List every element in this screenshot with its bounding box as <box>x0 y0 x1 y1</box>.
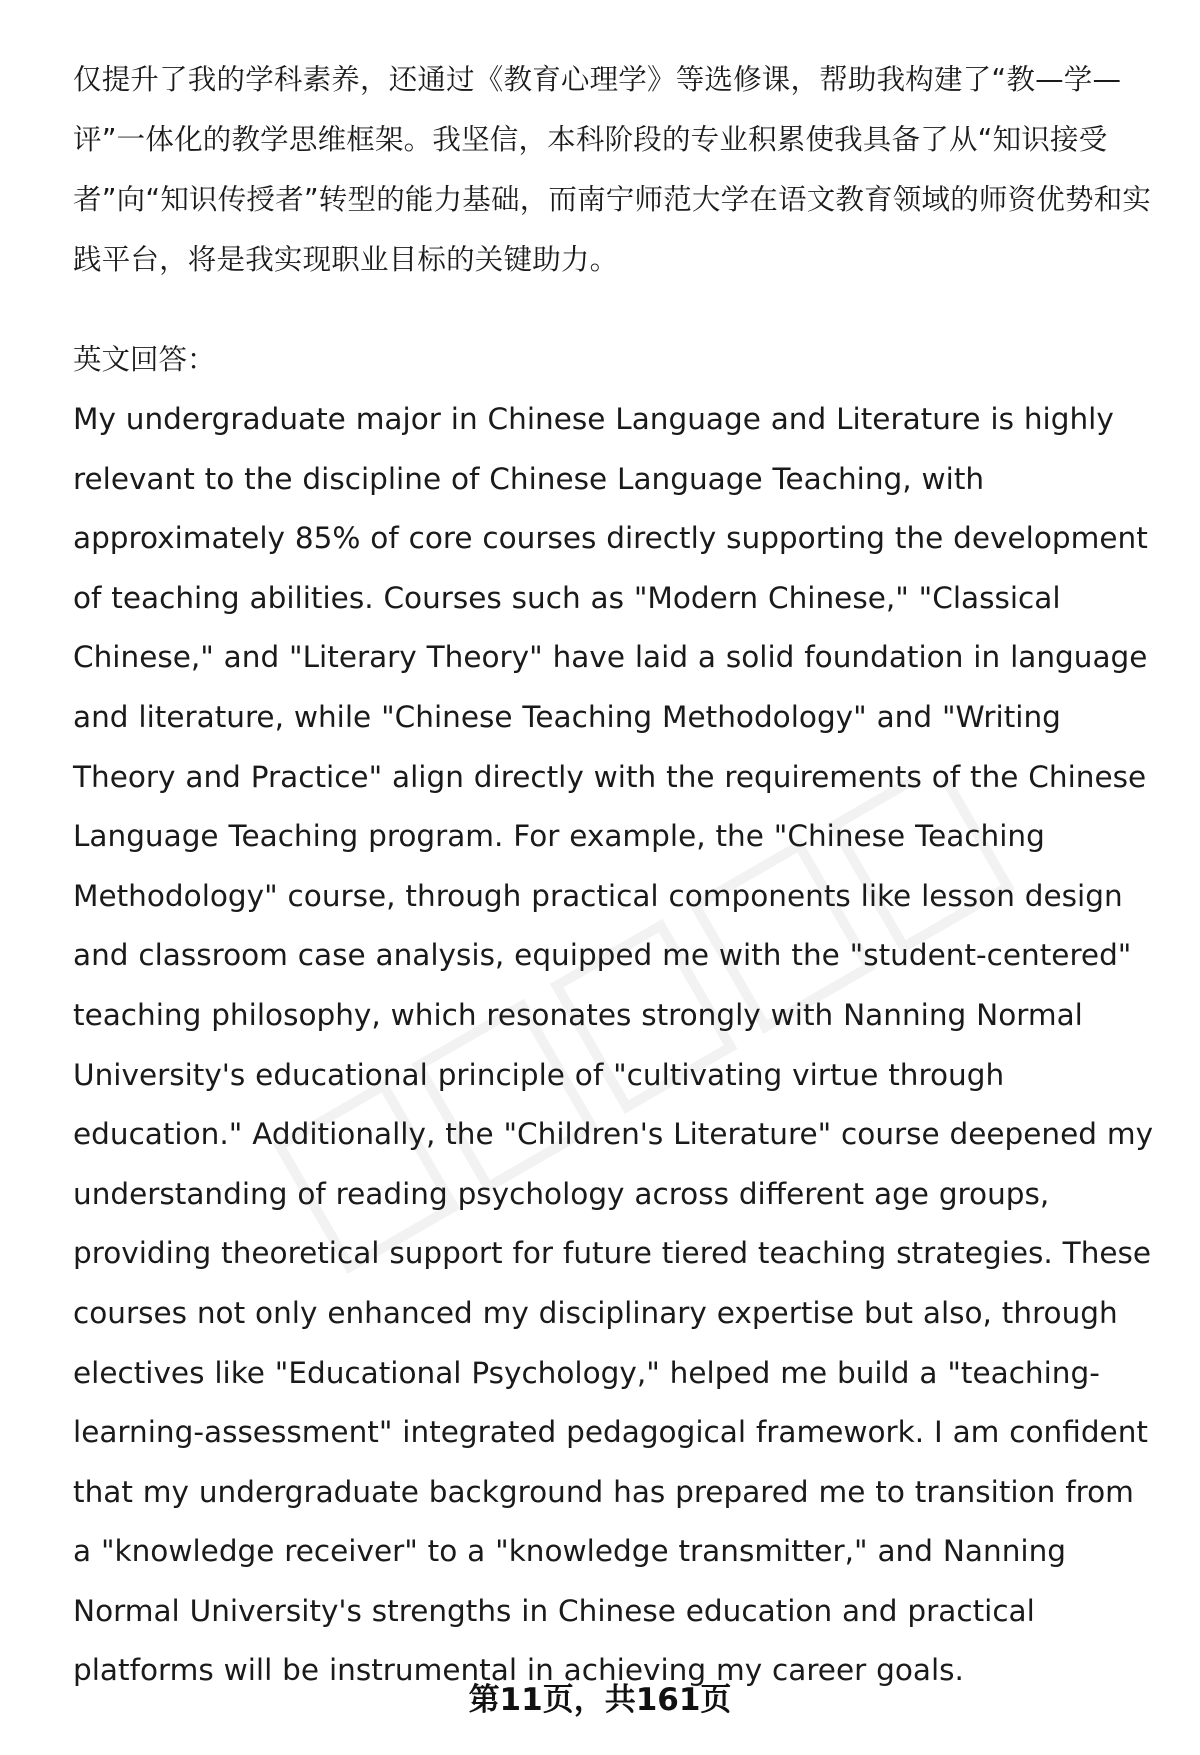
english-answer-label: 英文回答： <box>73 343 216 376</box>
english-answer-paragraph: My undergraduate major in Chinese Language and Literature is highly relevant to the discipline of Chinese Language Teaching, with approximately 85% of core courses directly supporting the development of teaching abilities. Courses such as "Modern Chinese," "Classical Chinese," and "Literary Theory" have laid a solid foundation in language and literature, while "Chinese Teaching Methodology" and "Writing Theory and Practice" align directly with the requirements of the Chinese Language Teaching program. For example, the "Chinese Teaching Methodology" course, through practical components like lesson design and classroom case analysis, equipped me with the "student-centered" teaching philosophy, which resonates strongly with Nanning Normal University's educational principle of "cultivating virtue through education." Additionally, the "Children's Literature" course deepened my understanding of reading psychology across different age groups, providing theoretical support for future tiered teaching strategies. These courses not only enhanced my disciplinary expertise but also, through electives like "Educational Psychology," helped me build a "teaching-learning-assessment" integrated pedagogical framework. I am confident that my undergraduate background has prepared me to transition from a "knowledge receiver" to a "knowledge transmitter," and Nanning Normal University's strengths in Chinese education and practical platforms will be instrumental in achieving my career goals. <box>73 402 1154 1688</box>
document-body <box>73 50 1158 1701</box>
chinese-continuation-paragraph: 仅提升了我的学科素养，还通过《教育心理学》等选修课，帮助我构建了“教—学—评”一体化的教学思维框架。我坚信，本科阶段的专业积累使我具备了从“知识接受者”向“知识传授者”转型的能力基础，而南宁师范大学在语文教育领域的师资优势和实践平台，将是我实现职业目标的关键助力。 <box>73 63 1152 276</box>
page-number-footer: 第11页，共161页 <box>468 1682 732 1718</box>
